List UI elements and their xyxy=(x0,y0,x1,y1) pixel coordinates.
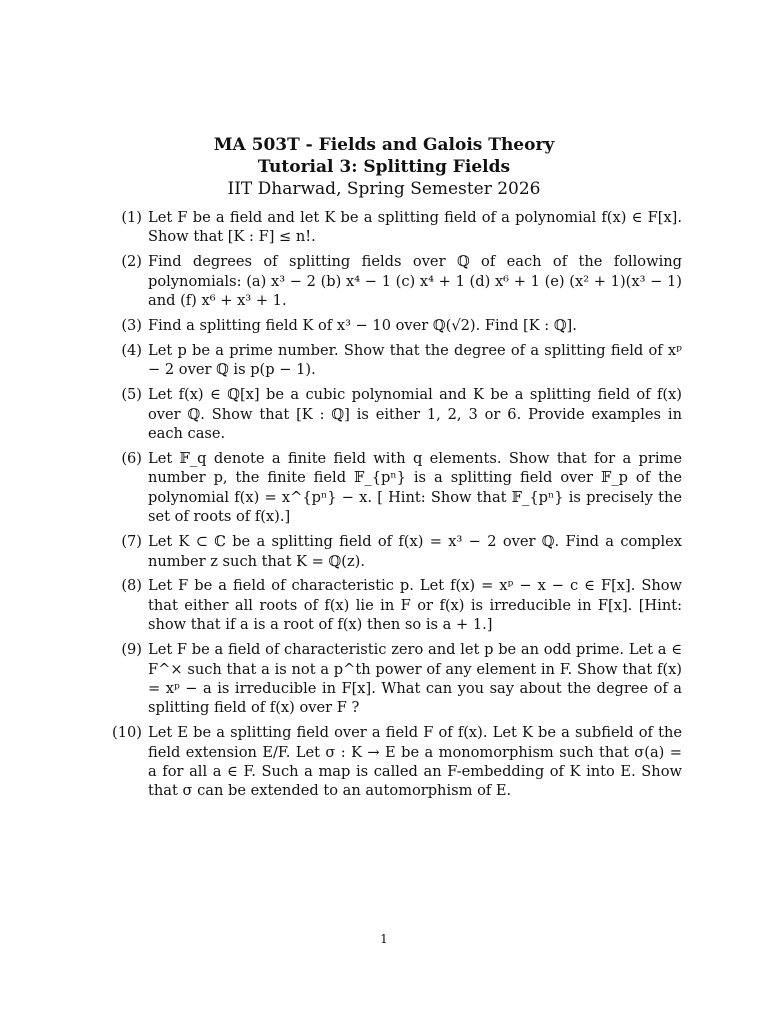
problem-item xyxy=(108,449,682,527)
problem-item xyxy=(108,341,682,380)
problem-text: Let K ⊂ ℂ be a splitting field of f(x) = x³ − 2 over ℚ. Find a complex number z such that K = ℚ(z). xyxy=(148,533,682,570)
problem-item xyxy=(108,208,682,247)
problem-item xyxy=(108,640,682,718)
institution-line: IIT Dharwad, Spring Semester 2026 xyxy=(227,179,541,199)
problem-number: (8) xyxy=(121,577,142,595)
problem-text: Let F be a field and let K be a splitting field of a polynomial f(x) ∈ F[x]. Show that [K : F] ≤ n!. xyxy=(148,209,682,246)
problem-item xyxy=(108,576,682,634)
problem-number: (2) xyxy=(121,253,142,271)
header xyxy=(0,134,768,200)
problem-item xyxy=(108,316,682,335)
problem-list xyxy=(108,208,682,806)
problem-text: Let p be a prime number. Show that the degree of a splitting field of xᵖ − 2 over ℚ is p(p − 1). xyxy=(148,341,682,379)
problem-text: Let 𝔽_q denote a finite field with q elements. Show that for a prime number p, the finite field 𝔽_{pⁿ} is a splitting field over 𝔽_p of the polynomial f(x) = x^{pⁿ} − x. [ Hint: Show that 𝔽_{pⁿ} is precisely the set of roots of f(x).] xyxy=(148,449,682,526)
problem-number: (9) xyxy=(121,641,142,659)
problem-text: Find a splitting field K of x³ − 10 over ℚ(√2). Find [K : ℚ]. xyxy=(148,317,577,335)
problem-text: Let F be a field of characteristic p. Let f(x) = xᵖ − x − c ∈ F[x]. Show that either all roots of f(x) lie in F or f(x) is irreducible in F[x]. [Hint: show that if a is a root of f(x) then so is a + 1.] xyxy=(148,577,682,634)
problem-number: (10) xyxy=(112,724,142,742)
problem-item xyxy=(108,385,682,443)
problem-number: (4) xyxy=(121,341,142,359)
problem-item xyxy=(108,723,682,801)
problem-text: Let f(x) ∈ ℚ[x] be a cubic polynomial and K be a splitting field of f(x) over ℚ. Show that [K : ℚ] is either 1, 2, 3 or 6. Provide examples in each case. xyxy=(148,386,682,443)
problem-text: Let F be a field of characteristic zero and let p be an odd prime. Let a ∈ F^× such that a is not a p^th power of any element in F. Show that f(x) = xᵖ − a is irreducible in F[x]. What can you say about the degree of a splitting field of f(x) over F ? xyxy=(148,641,682,717)
problem-text: Let E be a splitting field over a field F of f(x). Let K be a subfield of the field extension E/F. Let σ : K → E be a monomorphism such that σ(a) = a for all a ∈ F. Such a map is called an F-embedding of K into E. Show that σ can be extended to an automorphism of E. xyxy=(148,724,682,800)
problem-text: Find degrees of splitting fields over ℚ of each of the following polynomials: (a) x³ − 2 (b) x⁴ − 1 (c) x⁴ + 1 (d) x⁶ + 1 (e) (x² + 1)(x³ − 1) and (f) x⁶ + x³ + 1. xyxy=(148,253,682,310)
problem-number: (3) xyxy=(121,317,142,335)
course-title: MA 503T - Fields and Galois Theory xyxy=(213,135,555,155)
problem-number: (6) xyxy=(121,449,142,467)
problem-number: (5) xyxy=(121,386,142,404)
problem-item xyxy=(108,532,682,571)
tutorial-title: Tutorial 3: Splitting Fields xyxy=(257,157,511,177)
problem-number: (7) xyxy=(121,533,142,551)
problem-number: (1) xyxy=(121,209,142,226)
problem-item xyxy=(108,252,682,310)
page-number: 1 xyxy=(380,932,388,946)
